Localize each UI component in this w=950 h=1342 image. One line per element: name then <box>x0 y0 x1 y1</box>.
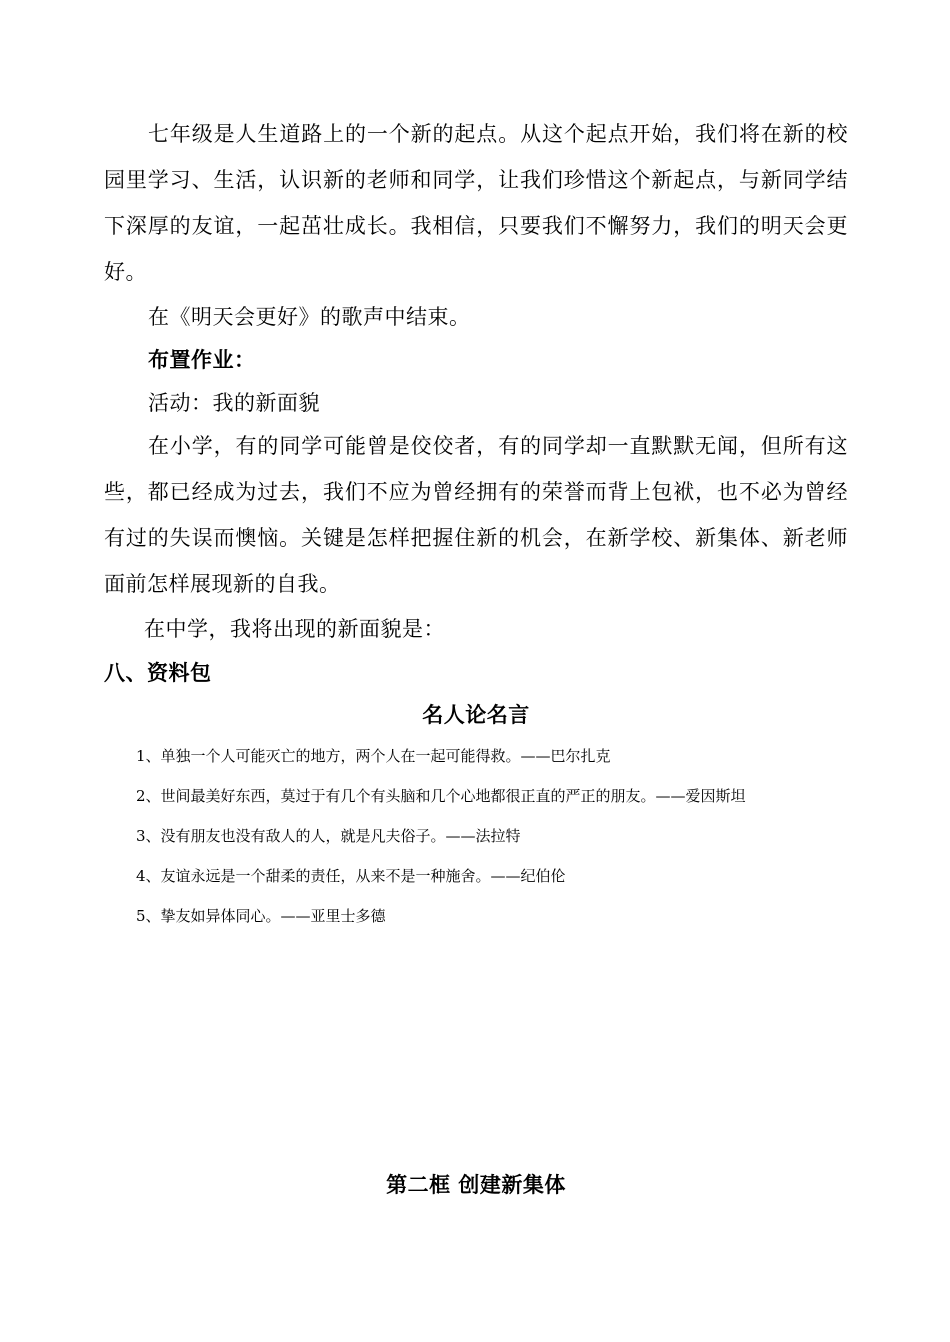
quote-item: 2、世间最美好东西，莫过于有几个有头脑和几个心地都很正直的严正的朋友。——爱因斯坦 <box>136 787 746 805</box>
homework-heading: 布置作业： <box>148 348 256 372</box>
new-look-prompt: 在中学，我将出现的新面貌是： <box>144 617 445 641</box>
quote-item: 3、没有朋友也没有敌人的人，就是凡夫俗子。——法拉特 <box>136 827 521 845</box>
section-heading: 八、资料包 <box>104 661 212 685</box>
quote-item: 5、挚友如异体同心。——亚里士多德 <box>136 907 386 925</box>
next-section-title: 第二框 创建新集体 <box>386 1173 566 1197</box>
activity-paragraph: 在小学，有的同学可能曾是佼佼者，有的同学却一直默默无闻，但所有这些，都已经成为过去，我们不应为曾经拥有的荣誉而背上包袱，也不必为曾经有过的失误而懊恼。关键是怎样把握住新的机会，在新学校、新集体、新老师面前怎样展现新的自我。 <box>104 434 848 596</box>
quote-item: 1、单独一个人可能灭亡的地方，两个人在一起可能得救。——巴尔扎克 <box>136 747 611 765</box>
song-ending-line: 在《明天会更好》的歌声中结束。 <box>148 305 471 329</box>
quote-item: 4、友谊永远是一个甜柔的责任，从来不是一种施舍。——纪伯伦 <box>136 867 566 885</box>
intro-paragraph: 七年级是人生道路上的一个新的起点。从这个起点开始，我们将在新的校园里学习、生活，认识新的老师和同学，让我们珍惜这个新起点，与新同学结下深厚的友谊，一起茁壮成长。我相信，只要我们不懈努力，我们的明天会更好。 <box>104 122 848 284</box>
activity-title: 活动：我的新面貌 <box>148 391 320 415</box>
quotes-title: 名人论名言 <box>422 703 530 727</box>
